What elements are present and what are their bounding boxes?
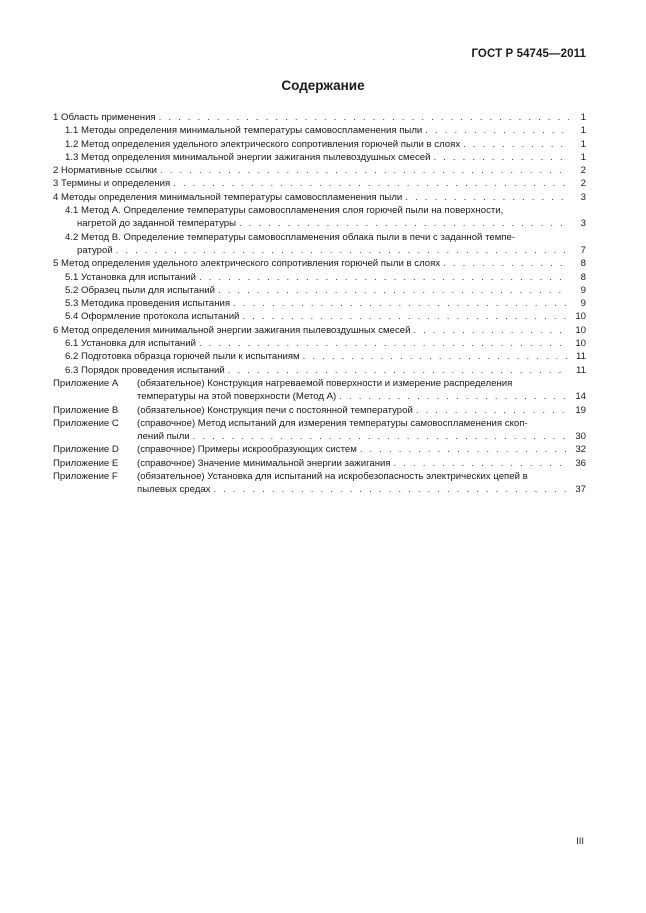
toc-page-number: 36 xyxy=(575,457,586,469)
toc-page-number: 2 xyxy=(580,165,586,177)
appendix-title: (справочное) Значение минимальной энергии зажигания xyxy=(137,457,391,469)
toc-entry-title: 3 Термины и определения xyxy=(53,178,171,190)
toc-leader-dots xyxy=(405,191,569,204)
toc-appendix-text xyxy=(53,417,528,430)
toc-leader-dots xyxy=(433,151,569,164)
toc-leader-dots xyxy=(413,324,569,337)
toc-entry-title: 6.1 Установка для испытаний xyxy=(65,338,196,350)
toc-leader-dots xyxy=(218,284,569,297)
toc-entry-title: 5.1 Установка для испытаний xyxy=(65,271,196,283)
toc-entry-title: 4 Методы определения минимальной температуры самовоспламенения пыли xyxy=(53,191,403,203)
appendix-label: Приложение D xyxy=(53,444,119,456)
toc-leader-dots xyxy=(242,310,569,323)
appendix-title: (справочное) Метод испытаний для измерения температуры самовоспламенения скоп- xyxy=(137,417,528,429)
toc-leader-dots xyxy=(394,457,569,470)
toc-appendix[interactable] xyxy=(53,404,586,417)
toc-entry[interactable] xyxy=(53,164,586,177)
toc-leader-dots xyxy=(193,430,569,443)
toc-entry[interactable] xyxy=(53,124,586,137)
toc-appendix-text xyxy=(53,377,512,390)
standard-code: ГОСТ Р 54745—2011 xyxy=(471,48,586,60)
toc-page-number: 11 xyxy=(576,364,586,376)
toc-entry-title: 5.2 Образец пыли для испытаний xyxy=(65,284,215,296)
toc-entry-title-cont: нагретой до заданной температуры xyxy=(77,218,236,230)
toc-entry-title: 2 Нормативные ссылки xyxy=(53,165,158,177)
toc-entry-title: 5.3 Методика проведения испытания xyxy=(65,298,231,310)
toc-entry-title: 1.2 Метод определения удельного электрического сопротивления горючей пыли в слоях xyxy=(65,138,461,150)
toc-appendix-text xyxy=(53,443,357,456)
toc-entry-line2[interactable] xyxy=(53,217,586,230)
toc-entry[interactable] xyxy=(53,151,586,164)
toc-entry-title: 1.3 Метод определения минимальной энергии зажигания пылевоздушных смесей xyxy=(65,151,431,163)
toc-leader-dots xyxy=(443,257,569,270)
toc-appendix[interactable] xyxy=(53,457,586,470)
toc-leader-dots xyxy=(360,443,569,456)
toc-page-number: 10 xyxy=(575,311,586,323)
toc-page-number: 37 xyxy=(575,484,586,496)
appendix-title: (обязательное) Конструкция нагреваемой поверхности и измерение распределения xyxy=(137,377,513,389)
toc-page-number: 9 xyxy=(580,298,586,310)
toc-leader-dots xyxy=(116,244,569,257)
appendix-label: Приложение С xyxy=(53,417,119,429)
toc-entry[interactable] xyxy=(53,297,586,310)
toc-entry-title: 6.2 Подготовка образца горючей пыли к испытаниям xyxy=(65,351,300,363)
toc-entry-title: 1 Область применения xyxy=(53,112,156,123)
toc-page-number: 1 xyxy=(580,112,586,123)
toc-leader-dots xyxy=(463,138,569,151)
toc-entry-title: 4.1 Метод А. Определение температуры самовоспламенения слоя горючей пыли на поверхности, xyxy=(65,205,504,217)
toc-appendix-line1[interactable] xyxy=(53,417,586,430)
toc-leader-dots xyxy=(425,124,569,137)
toc-entry-title: 5.4 Оформление протокола испытаний xyxy=(65,311,240,323)
toc-entry-title: 6.3 Порядок проведения испытаний xyxy=(65,364,225,376)
appendix-title-cont: пылевых средах xyxy=(137,484,211,496)
toc-appendix-line2[interactable] xyxy=(53,483,586,496)
appendix-title: (обязательное) Конструкция печи с постоянной температурой xyxy=(137,404,413,416)
toc-entry[interactable] xyxy=(53,350,586,363)
toc-page-number: 8 xyxy=(580,258,586,270)
toc-page-number: 1 xyxy=(580,125,586,137)
toc-leader-dots xyxy=(416,404,569,417)
appendix-title: (справочное) Примеры искрообразующих систем xyxy=(137,444,357,456)
toc-leader-dots xyxy=(239,217,569,230)
toc-appendix-line1[interactable] xyxy=(53,377,586,390)
toc-page-number: 9 xyxy=(580,284,586,296)
toc-page-number: 10 xyxy=(575,324,586,336)
toc-entry-title: 5 Метод определения удельного электрического сопротивления горючей пыли в слоях xyxy=(53,258,441,270)
page-number: III xyxy=(576,836,584,847)
toc-entry[interactable] xyxy=(53,284,586,297)
toc-leader-dots xyxy=(160,164,569,177)
toc-entry[interactable] xyxy=(53,138,586,151)
appendix-title: (обязательное) Установка для испытаний на искробезопасность электрических цепей в xyxy=(137,471,528,483)
toc-entry[interactable] xyxy=(53,337,586,350)
toc-entry[interactable] xyxy=(53,324,586,337)
appendix-label: Приложение В xyxy=(53,404,119,416)
toc-leader-dots xyxy=(303,350,569,363)
appendix-label: Приложение Е xyxy=(53,457,119,469)
toc-entry[interactable] xyxy=(53,257,586,270)
toc-leader-dots xyxy=(213,483,569,496)
toc-leader-dots xyxy=(228,364,569,377)
toc-page-number: 1 xyxy=(580,151,586,163)
toc-leader-dots xyxy=(173,177,569,190)
toc-appendix-text xyxy=(53,457,391,470)
toc-page-number: 14 xyxy=(575,391,586,403)
toc-appendix[interactable] xyxy=(53,443,586,456)
appendix-label: Приложение А xyxy=(53,377,119,389)
toc-entry[interactable] xyxy=(53,310,586,323)
toc-leader-dots xyxy=(199,337,569,350)
toc-page-number: 1 xyxy=(580,138,586,150)
toc-entry-title: 4.2 Метод В. Определение температуры самовоспламенения облака пыли в печи с заданной темпе- xyxy=(65,231,516,243)
toc-page-number: 2 xyxy=(580,178,586,190)
toc-page-number: 10 xyxy=(575,338,586,350)
toc-appendix-text xyxy=(53,470,528,483)
page-title: Содержание xyxy=(281,78,365,93)
toc-page-number: 3 xyxy=(580,191,586,203)
toc-appendix-line2[interactable] xyxy=(53,390,586,403)
toc-page-number: 30 xyxy=(575,431,586,443)
appendix-title-cont: лений пыли xyxy=(137,431,190,443)
toc-entry-title: 1.1 Методы определения минимальной температуры самовоспламенения пыли xyxy=(65,125,423,137)
toc-entry-line1[interactable] xyxy=(53,231,586,244)
toc-page-number: 8 xyxy=(580,271,586,283)
toc-entry-title-cont: ратурой xyxy=(77,244,113,256)
toc-page-number: 11 xyxy=(576,351,586,363)
toc-entry[interactable] xyxy=(53,177,586,190)
toc-appendix-line1[interactable] xyxy=(53,470,586,483)
appendix-title-cont: температуры на этой поверхности (Метод А) xyxy=(137,391,337,403)
toc-page-number: 7 xyxy=(580,244,586,256)
toc-entry[interactable] xyxy=(53,271,586,284)
toc-page-number: 32 xyxy=(575,444,586,456)
toc-leader-dots xyxy=(339,390,569,403)
toc-entry[interactable] xyxy=(53,111,586,124)
toc-entry[interactable] xyxy=(53,191,586,204)
toc-entry-line1[interactable] xyxy=(53,204,586,217)
toc-page-number: 3 xyxy=(580,218,586,230)
toc-appendix-text xyxy=(53,404,413,417)
toc-leader-dots xyxy=(159,111,569,124)
toc-appendix-line2[interactable] xyxy=(53,430,586,443)
table-of-contents xyxy=(53,111,586,497)
toc-entry-line2[interactable] xyxy=(53,244,586,257)
toc-leader-dots xyxy=(233,297,569,310)
toc-leader-dots xyxy=(199,271,569,284)
appendix-label: Приложение F xyxy=(53,471,118,483)
toc-page-number: 19 xyxy=(575,404,586,416)
toc-entry-title: 6 Метод определения минимальной энергии зажигания пылевоздушных смесей xyxy=(53,324,411,336)
toc-entry[interactable] xyxy=(53,364,586,377)
